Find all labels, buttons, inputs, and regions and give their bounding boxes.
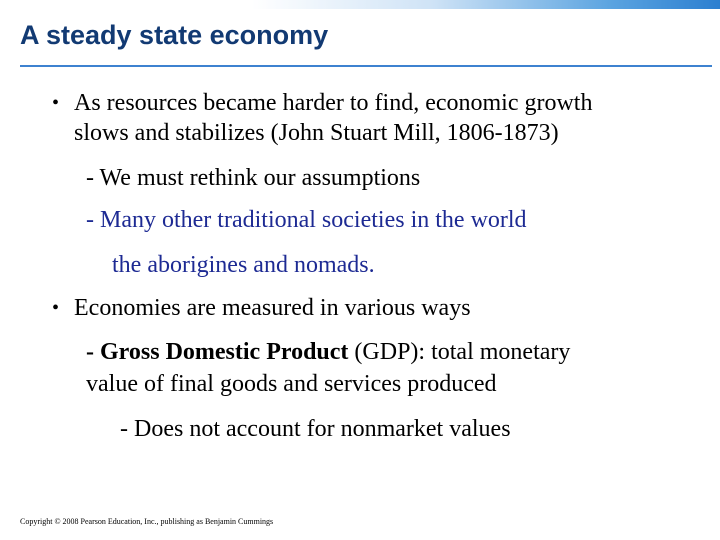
bullet1-sub1: - We must rethink our assumptions [86,165,421,191]
bullet1-sub2-line2: the aborigines and nomads. [112,252,375,278]
bullet2-sub2: - Does not account for nonmarket values [120,416,511,442]
bullet2-sub1-line1 [86,337,570,367]
bullet2-sub1-line2: value of final goods and services produced [86,371,497,397]
bullet2-sub1-prefix: - [86,339,100,365]
gdp-definition: (GDP): total monetary [348,339,571,365]
header-gradient-bar [0,0,720,9]
bullet1-line1: As resources became harder to find, economic growth [74,90,593,116]
bullet1-line2: slows and stabilizes (John Stuart Mill, 1806-1873) [74,120,559,146]
bullet1-sub2-line1: - Many other traditional societies in the world [86,207,527,233]
bullet2-line1: Economies are measured in various ways [74,295,471,321]
gdp-term: Gross Domestic Product [100,339,349,365]
title-divider [20,65,712,67]
bullet-marker: • [52,297,60,319]
copyright-footer: Copyright © 2008 Pearson Education, Inc., publishing as Benjamin Cummings [20,517,274,526]
bullet-marker: • [52,92,60,114]
slide-title: A steady state economy [20,20,329,50]
